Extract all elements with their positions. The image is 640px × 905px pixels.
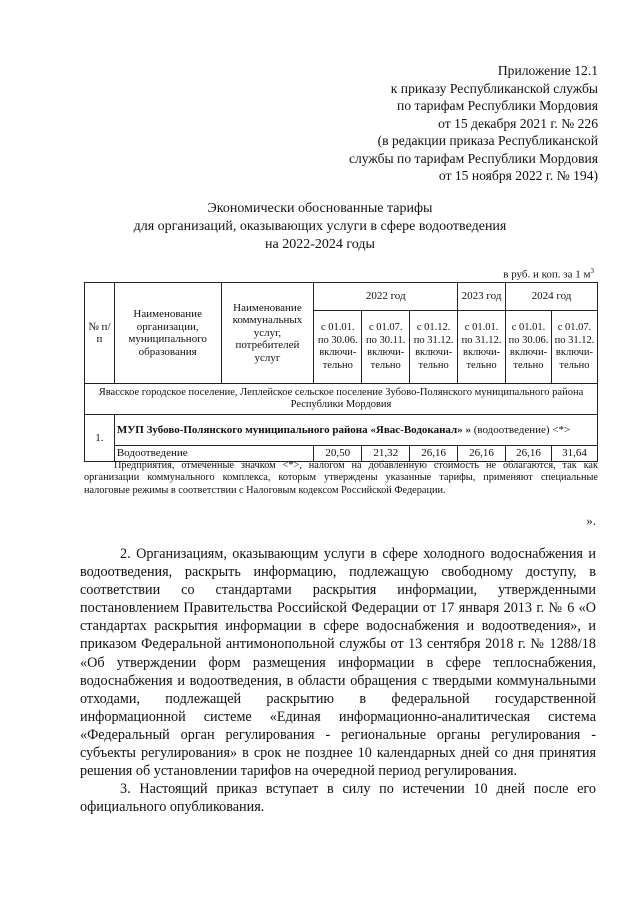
closing-quote: ». [586, 513, 596, 528]
period-cell: с 01.07. по 30.11. включи-тельно [362, 311, 410, 384]
table-region-row [85, 384, 598, 415]
paragraph-3: 3. Настоящий приказ вступает в силу по истечении 10 дней после его официального опубликования. [80, 781, 596, 816]
period-cell: с 01.01. по 31.12. включи-тельно [458, 311, 506, 384]
org-name-cell [114, 415, 597, 446]
appendix-line: по тарифам Республики Мордовия [397, 98, 598, 113]
appendix-line: службы по тарифам Республики Мордовия [348, 150, 598, 166]
appendix-line: (в редакции приказа Республиканской [377, 133, 598, 148]
appendix-header [298, 62, 598, 185]
tariff-value: 21,32 [362, 446, 410, 462]
tariff-table [84, 282, 598, 462]
units-label [503, 267, 594, 281]
table-row [85, 446, 598, 462]
org-name: МУП Зубово-Полянского муниципального района «Явас-Водоканал» » [116, 423, 471, 436]
appendix-line: от 15 декабря 2021 г. № 226 [438, 115, 598, 131]
org-suffix: (водоотведение) <*> [470, 423, 571, 436]
paragraph-2: 2. Организациям, оказывающим услуги в сфере холодного водоснабжения и водоотведения, раскрыть информацию, подлежащую свободному доступу, в соответствии со стандартами раскрытия информации, утвержденными постановлением Правительства Российской Федерации от 17 января 2013 г. № 6 «О стандартах раскрытия информации в сфере водоснабжения и водоотведения», и приказом Федеральной антимонопольной службы от 13 сентября 2018 г. № 1288/18 «Об утверждении форм размещения информации в сфере теплоснабжения, водоснабжения и водоотведения, в области обращения с твердыми коммунальными отходами, подлежащей раскрытию в федеральной государственной информационной системе «Единая информационно-аналитическая система «Федеральный орган регулирования - региональные органы регулирования - субъекты регулирования» в срок не позднее 10 календарных дней со дня принятия решения об установлении тарифов на очередной период регулирования. [80, 546, 596, 780]
body-text [80, 545, 596, 816]
units-text: в руб. и коп. за 1 м [503, 268, 591, 281]
header-year-2023: 2023 год [458, 283, 506, 311]
appendix-line: Приложение 12.1 [497, 63, 598, 78]
title-line: для организаций, оказывающих услуги в сфере водоотведения [133, 219, 507, 234]
footnote-text: Предприятия, отмеченные значком <*>, налогом на добавленную стоимость не облагаются, так как организации коммунального комплекса, которым утверждены указанные тарифы, применяют специальные налоговые режимы в соответствии с Налоговым кодексом Российской Федерации. [84, 460, 598, 496]
tariff-value: 31,64 [551, 446, 597, 462]
units-superscript: 3 [590, 267, 594, 275]
tariff-value: 26,16 [506, 446, 552, 462]
org-number: 1. [85, 415, 115, 462]
tariff-value: 26,16 [410, 446, 458, 462]
table-footnote [84, 460, 598, 497]
row-label: Водоотведение [114, 446, 314, 462]
period-cell: с 01.01. по 30.06. включи-тельно [314, 311, 362, 384]
title-line: на 2022-2024 годы [265, 237, 375, 252]
header-num: № п/п [85, 283, 115, 384]
tariff-value: 26,16 [458, 446, 506, 462]
appendix-line: от 15 ноября 2022 г. № 194) [438, 168, 598, 183]
appendix-line: к приказу Республиканской службы [390, 80, 598, 96]
header-year-2022: 2022 год [314, 283, 458, 311]
header-year-2024: 2024 год [506, 283, 598, 311]
region-cell: Явасское городское поселение, Леплейское сельское поселение Зубово-Полянского муниципального района Республики Мордовия [85, 384, 598, 415]
title-line: Экономически обоснованные тарифы [207, 201, 433, 216]
document-title [80, 200, 560, 254]
table-header-row [85, 283, 598, 311]
table-org-row [85, 415, 598, 446]
period-cell: с 01.12. по 31.12. включи-тельно [410, 311, 458, 384]
tariff-value: 20,50 [314, 446, 362, 462]
period-cell: с 01.01. по 30.06. включи-тельно [506, 311, 552, 384]
header-service: Наименование коммунальных услуг, потребителей услуг [221, 283, 314, 384]
header-org: Наименование организации, муниципального образования [114, 283, 221, 384]
period-cell: с 01.07. по 31.12. включи-тельно [551, 311, 597, 384]
